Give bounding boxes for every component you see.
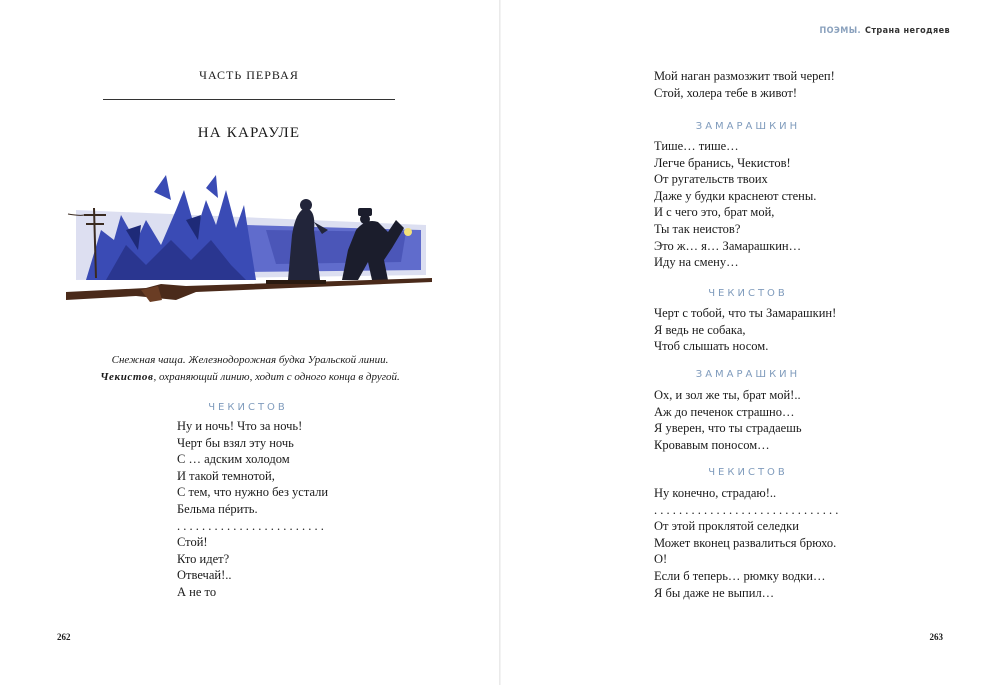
running-head	[819, 26, 950, 36]
ellipsis-line: . . . . . . . . . . . . . . . . . . . . . . . . . . . . . .	[654, 502, 839, 517]
verse-line: Я бы даже не выпил…	[654, 585, 775, 600]
speaker-label: ЧЕКИСТОВ	[208, 402, 288, 413]
verse-block	[654, 387, 802, 453]
verse-block	[654, 305, 836, 355]
part-divider	[103, 99, 395, 100]
snowstorm-illustration	[66, 170, 432, 320]
verse-line: Ты так неистов?	[654, 221, 741, 236]
verse-line: Черт бы взял эту ночь	[177, 435, 294, 450]
verse-line: Легче бранись, Чекистов!	[654, 155, 791, 170]
verse-line: Может вконец развалиться брюхо.	[654, 535, 837, 550]
stage-character-name: Чекистов	[100, 371, 154, 383]
verse-line: Мой наган размозжит твой череп!	[654, 69, 835, 83]
verse-line: Тише… тише…	[654, 139, 739, 153]
verse-line: Ну и ночь! Что за ночь!	[177, 419, 303, 433]
rifle	[66, 278, 432, 302]
stage-line-2-rest: , охраняющий линию, ходит с одного конца в другой.	[153, 371, 400, 383]
stage-line-2	[60, 369, 440, 386]
verse-line: Отвечай!..	[177, 568, 232, 583]
right-page	[500, 0, 1000, 685]
verse-line: Кто идет?	[177, 551, 230, 566]
verse-line: Если б теперь… рюмку водки…	[654, 568, 826, 583]
verse-line: И такой темнотой,	[177, 468, 275, 483]
verse-line: С тем, что нужно без устали	[177, 485, 329, 500]
verse-line: А не то	[177, 584, 217, 599]
verse-line: Бельма пéрить.	[177, 501, 258, 516]
verse-block	[654, 485, 838, 601]
verse-block	[177, 418, 328, 601]
running-head-section: ПОЭМЫ.	[819, 26, 861, 36]
verse-line: От ругательств твоих	[654, 172, 768, 187]
speaker-label: ЧЕКИСТОВ	[708, 467, 788, 478]
stage-line-1: Снежная чаща. Железнодорожная будка Уральской линии.	[111, 354, 389, 366]
verse-line: Аж до печенок страшно…	[654, 404, 795, 419]
running-head-title: Страна негодяев	[864, 26, 950, 36]
verse-line: Я ведь не собака,	[654, 322, 746, 337]
verse-line: Это ж… я… Замарашкин…	[654, 238, 802, 253]
verse-line: Ох, и зол же ты, брат мой!..	[654, 388, 801, 402]
ellipsis-line: . . . . . . . . . . . . . . . . . . . . . . . .	[177, 518, 324, 533]
verse-line: И с чего это, брат мой,	[654, 205, 775, 220]
page-number-left: 262	[57, 632, 71, 642]
stage-direction	[60, 352, 440, 386]
page-number-right: 263	[929, 632, 943, 642]
verse-line: С … адским холодом	[177, 452, 290, 467]
speaker-label: ЗАМАРАШКИН	[695, 121, 801, 132]
verse-line: Стой!	[177, 535, 208, 550]
verse-line: Даже у будки краснеют стены.	[654, 188, 817, 203]
chapter-title: НА КАРАУЛЕ	[197, 125, 301, 141]
verse-block	[654, 68, 835, 101]
verse-line: Черт с тобой, что ты Замарашкин!	[654, 306, 837, 320]
verse-line: Чтоб слышать носом.	[654, 339, 769, 354]
verse-line: О!	[654, 552, 668, 567]
lantern	[404, 228, 412, 236]
part-title: ЧАСТЬ ПЕРВАЯ	[199, 68, 299, 82]
verse-line: От этой проклятой селедки	[654, 519, 799, 534]
verse-block	[654, 138, 816, 271]
verse-line: Я уверен, что ты страдаешь	[654, 421, 802, 436]
verse-line: Кровавым поносом…	[654, 437, 770, 452]
verse-line: Иду на смену…	[654, 255, 739, 270]
speaker-label: ЧЕКИСТОВ	[708, 288, 788, 299]
verse-line: Стой, холера тебе в живот!	[654, 85, 797, 100]
speaker-label: ЗАМАРАШКИН	[695, 369, 801, 380]
verse-line: Ну конечно, страдаю!..	[654, 486, 777, 500]
